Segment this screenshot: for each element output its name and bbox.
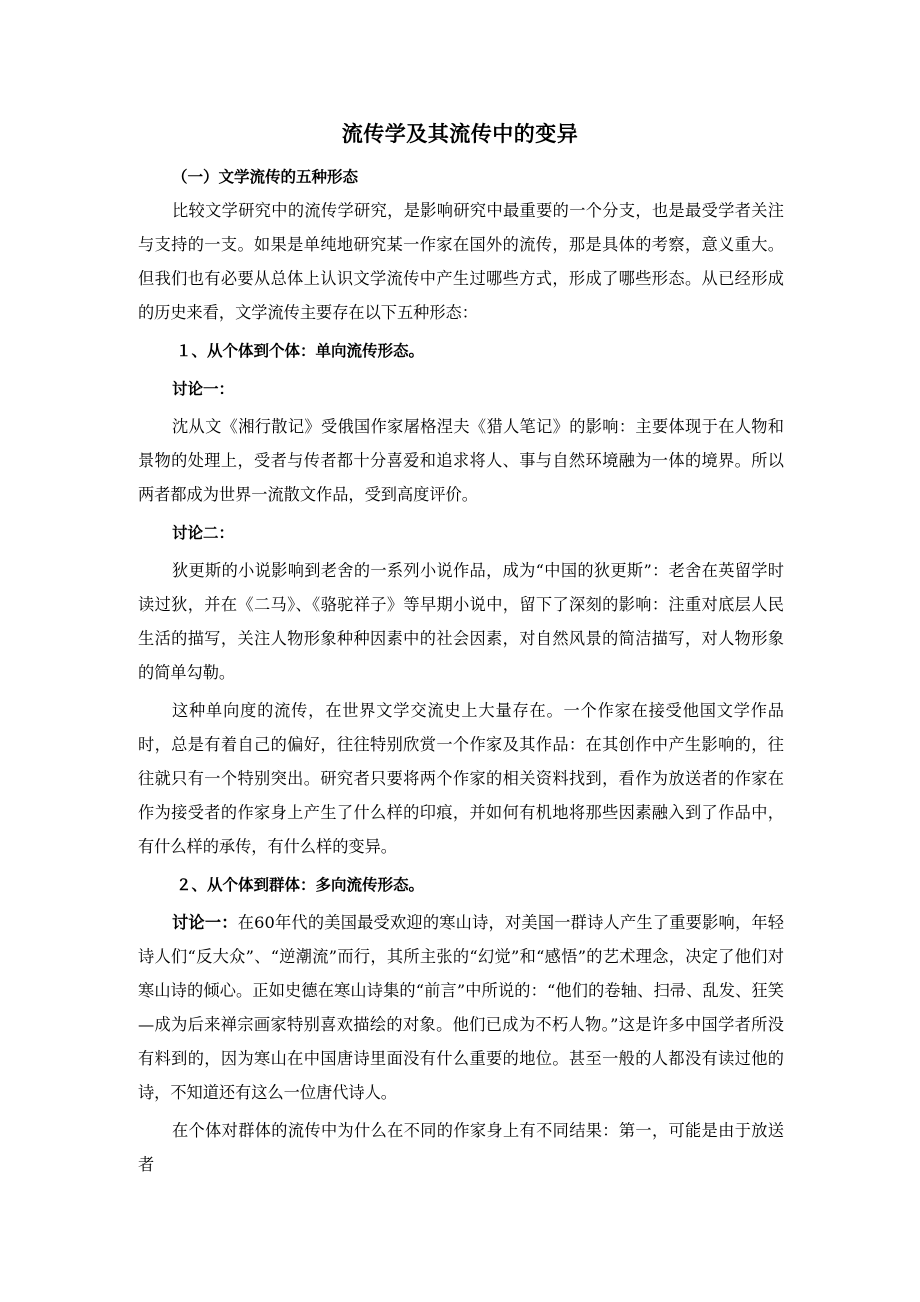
form2-trailing-text: 在个体对群体的流传中为什么在不同的作家身上有不同结果：第一，可能是由于放送者: [138, 1121, 784, 1174]
form2-discussion1: [138, 906, 784, 1110]
document-body: [138, 160, 784, 1182]
form2-discussion1-text: 在60年代的美国最受欢迎的寒山诗，对美国一群诗人产生了重要影响，年轻诗人们“反大众”、“逆潮流”而行，其所主张的“幻觉”和“感悟”的艺术理念，决定了他们对寒山诗的倾心。正如史德在寒山诗集的“前言”中所说的：“他们的卷轴、扫帚、乱发、狂笑—成为后来禅宗画家特别喜欢描绘的对象。他们已成为不朽人物。”这是许多中国学者所没有料到的，因为寒山在中国唐诗里面没有什么重要的地位。甚至一般的人都没有读过他的诗，不知道还有这么一位唐代诗人。: [138, 913, 784, 1102]
form2-heading: ２、从个体到群体：多向流传形态。: [176, 876, 425, 894]
document-title: 流传学及其流传中的变异: [341, 122, 579, 146]
form1-summary: 这种单向度的流传，在世界文学交流史上大量存在。一个作家在接受他国文学作品时，总是有着自己的偏好，往往特别欣赏一个作家及其作品：在其创作中产生影响的，往往就只有一个特别突出。研究者只要将两个作家的相关资料找到，看作为放送者的作家在作为接受者的作家身上产生了什么样的印痕，并如何有机地将那些因素融入到了作品中，有什么样的承传，有什么样的变异。: [138, 701, 784, 856]
form1-discussion1-label: 讨论一：: [172, 380, 235, 398]
intro-paragraph: 比较文学研究中的流传学研究，是影响研究中最重要的一个分支，也是最受学者关注与支持的一支。如果是单纯地研究某一作家在国外的流传，那是具体的考察，意义重大。但我们也有必要从总体上认识文学流传中产生过哪些方式，形成了哪些形态。从已经形成的历史来看，文学流传主要存在以下五种形态：: [138, 201, 784, 322]
form1-discussion1-text: 沈从文《湘行散记》受俄国作家屠格涅夫《猎人笔记》的影响：主要体现于在人物和景物的处理上，受者与传者都十分喜爱和追求将人、事与自然环境融为一体的境界。所以两者都成为世界一流散文作品，受到高度评价。: [138, 417, 784, 504]
section-heading: （一）文学流传的五种形态: [172, 168, 359, 186]
form1-discussion2-label: 讨论二：: [172, 524, 235, 542]
form1-discussion2-text: 狄更斯的小说影响到老舍的一系列小说作品，成为“中国的狄更斯”：老舍在英留学时读过狄，并在《二马》、《骆驼祥子》等早期小说中，留下了深刻的影响：注重对底层人民生活的描写，关注人物形象种种因素中的社会因素，对自然风景的简洁描写，对人物形象的简单勾勒。: [138, 561, 784, 682]
form2-discussion1-label: 讨论一：: [172, 913, 238, 932]
form1-heading: １、从个体到个体：单向流传形态。: [176, 342, 425, 360]
